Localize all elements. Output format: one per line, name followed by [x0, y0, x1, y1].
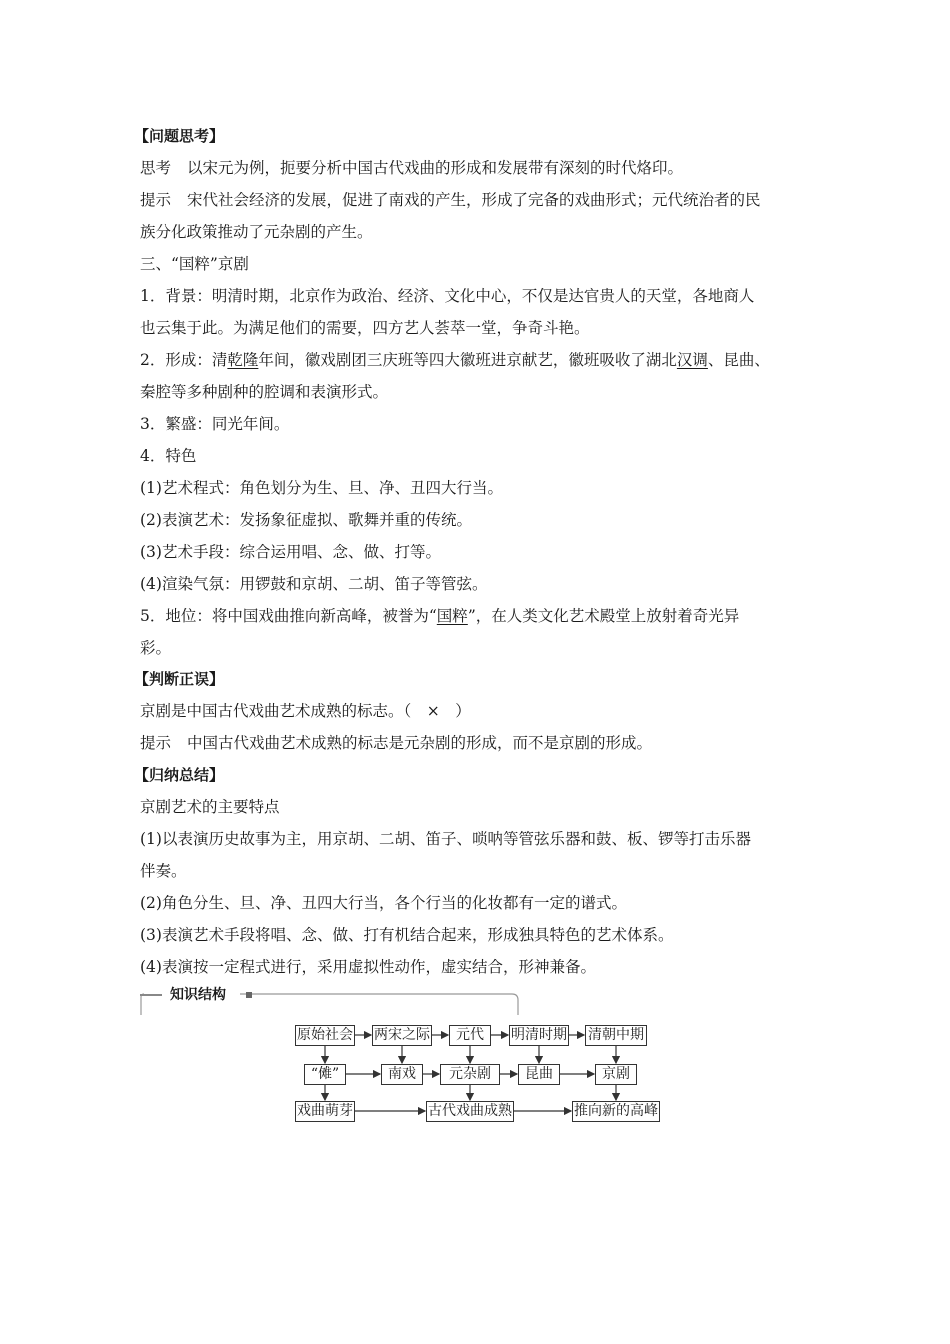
- node-opera-mature: 古代戏曲成熟: [426, 1101, 514, 1122]
- summary-item-1a: (1)以表演历史故事为主，用京胡、二胡、笛子、唢呐等管弦乐器和鼓、板、锣等打击乐器: [140, 830, 751, 848]
- judgement-statement: 京剧是中国古代戏曲艺术成熟的标志。（ × ）: [140, 702, 471, 720]
- formation-text-a: 2．形成：清: [140, 351, 228, 369]
- node-new-peak: 推向新的高峰: [572, 1101, 660, 1122]
- node-song-transition: 两宋之际: [372, 1025, 432, 1046]
- section-title-jingju: 三、“国粹”京剧: [140, 255, 249, 273]
- summary-item-2: (2)角色分生、旦、净、丑四大行当，各个行当的化妆都有一定的谱式。: [140, 894, 627, 912]
- paragraph-formation-2: 秦腔等多种剧种的腔调和表演形式。: [140, 383, 389, 401]
- status-text-b: ”，在人类文化艺术殿堂上放射着奇光异: [467, 607, 740, 625]
- node-mid-qing: 清朝中期: [585, 1025, 647, 1046]
- feature-item-2: (2)表演艺术：发扬象征虚拟、歌舞并重的传统。: [140, 511, 472, 529]
- tip-tag: 提示: [140, 734, 172, 752]
- formation-text-b: 年间，徽戏剧团三庆班等四大徽班进京献艺，徽班吸收了湖北: [258, 351, 677, 369]
- summary-item-4: (4)表演按一定程式进行，采用虚拟性动作，虚实结合，形神兼备。: [140, 958, 596, 976]
- summary-item-1b: 伴奏。: [140, 862, 187, 880]
- answer-text: 宋代社会经济的发展，促进了南戏的产生，形成了完备的戏曲形式；元代统治者的民: [187, 191, 761, 209]
- knowledge-title: 知识结构: [166, 985, 230, 1005]
- node-nanxi: 南戏: [381, 1064, 423, 1085]
- underlined-handiao: 汉调: [676, 351, 708, 369]
- node-kunqu: 昆曲: [518, 1064, 560, 1085]
- node-yuan-zaju: 元杂剧: [440, 1064, 500, 1085]
- underlined-guocui: 国粹: [436, 607, 468, 625]
- section-heading-wenti: 【问题思考】: [134, 127, 225, 145]
- status-text-a: 5．地位：将中国戏曲推向新高峰，被誉为“: [140, 607, 437, 625]
- section-heading-panduan: 【判断正误】: [134, 670, 225, 688]
- node-nuo: “傩”: [304, 1064, 346, 1085]
- tip-text: 中国古代戏曲艺术成熟的标志是元杂剧的形成，而不是京剧的形成。: [187, 734, 653, 752]
- node-opera-sprout: 戏曲萌芽: [295, 1101, 355, 1122]
- node-ming-qing: 明清时期: [509, 1025, 569, 1046]
- answer-line-2: 族分化政策推动了元杂剧的产生。: [140, 223, 373, 241]
- formation-text-c: 、昆曲、: [707, 351, 770, 369]
- section-heading-guina: 【归纳总结】: [134, 766, 225, 784]
- paragraph-features: 4．特色: [140, 447, 197, 465]
- feature-item-3: (3)艺术手段：综合运用唱、念、做、打等。: [140, 543, 441, 561]
- paragraph-background-1: 1．背景：明清时期，北京作为政治、经济、文化中心，不仅是达官贵人的天堂，各地商人: [140, 287, 755, 305]
- feature-item-4: (4)渲染气氛：用锣鼓和京胡、二胡、笛子等管弦。: [140, 575, 488, 593]
- question-tag: 思考: [140, 159, 172, 177]
- summary-item-3: (3)表演艺术手段将唱、念、做、打有机结合起来，形成独具特色的艺术体系。: [140, 926, 674, 944]
- paragraph-prosperity: 3．繁盛：同光年间。: [140, 415, 290, 433]
- paragraph-status-2: 彩。: [140, 639, 172, 657]
- node-jingju: 京剧: [595, 1064, 637, 1085]
- node-primitive-society: 原始社会: [295, 1025, 355, 1046]
- answer-tag: 提示: [140, 191, 172, 209]
- feature-item-1: (1)艺术程式：角色划分为生、旦、净、丑四大行当。: [140, 479, 503, 497]
- paragraph-background-2: 也云集于此。为满足他们的需要，四方艺人荟萃一堂，争奇斗艳。: [140, 319, 590, 337]
- underlined-qianlong: 乾隆: [227, 351, 259, 369]
- question-text: 以宋元为例，扼要分析中国古代戏曲的形成和发展带有深刻的时代烙印。: [187, 159, 684, 177]
- summary-subtitle: 京剧艺术的主要特点: [140, 798, 280, 816]
- node-yuan-dynasty: 元代: [449, 1025, 491, 1046]
